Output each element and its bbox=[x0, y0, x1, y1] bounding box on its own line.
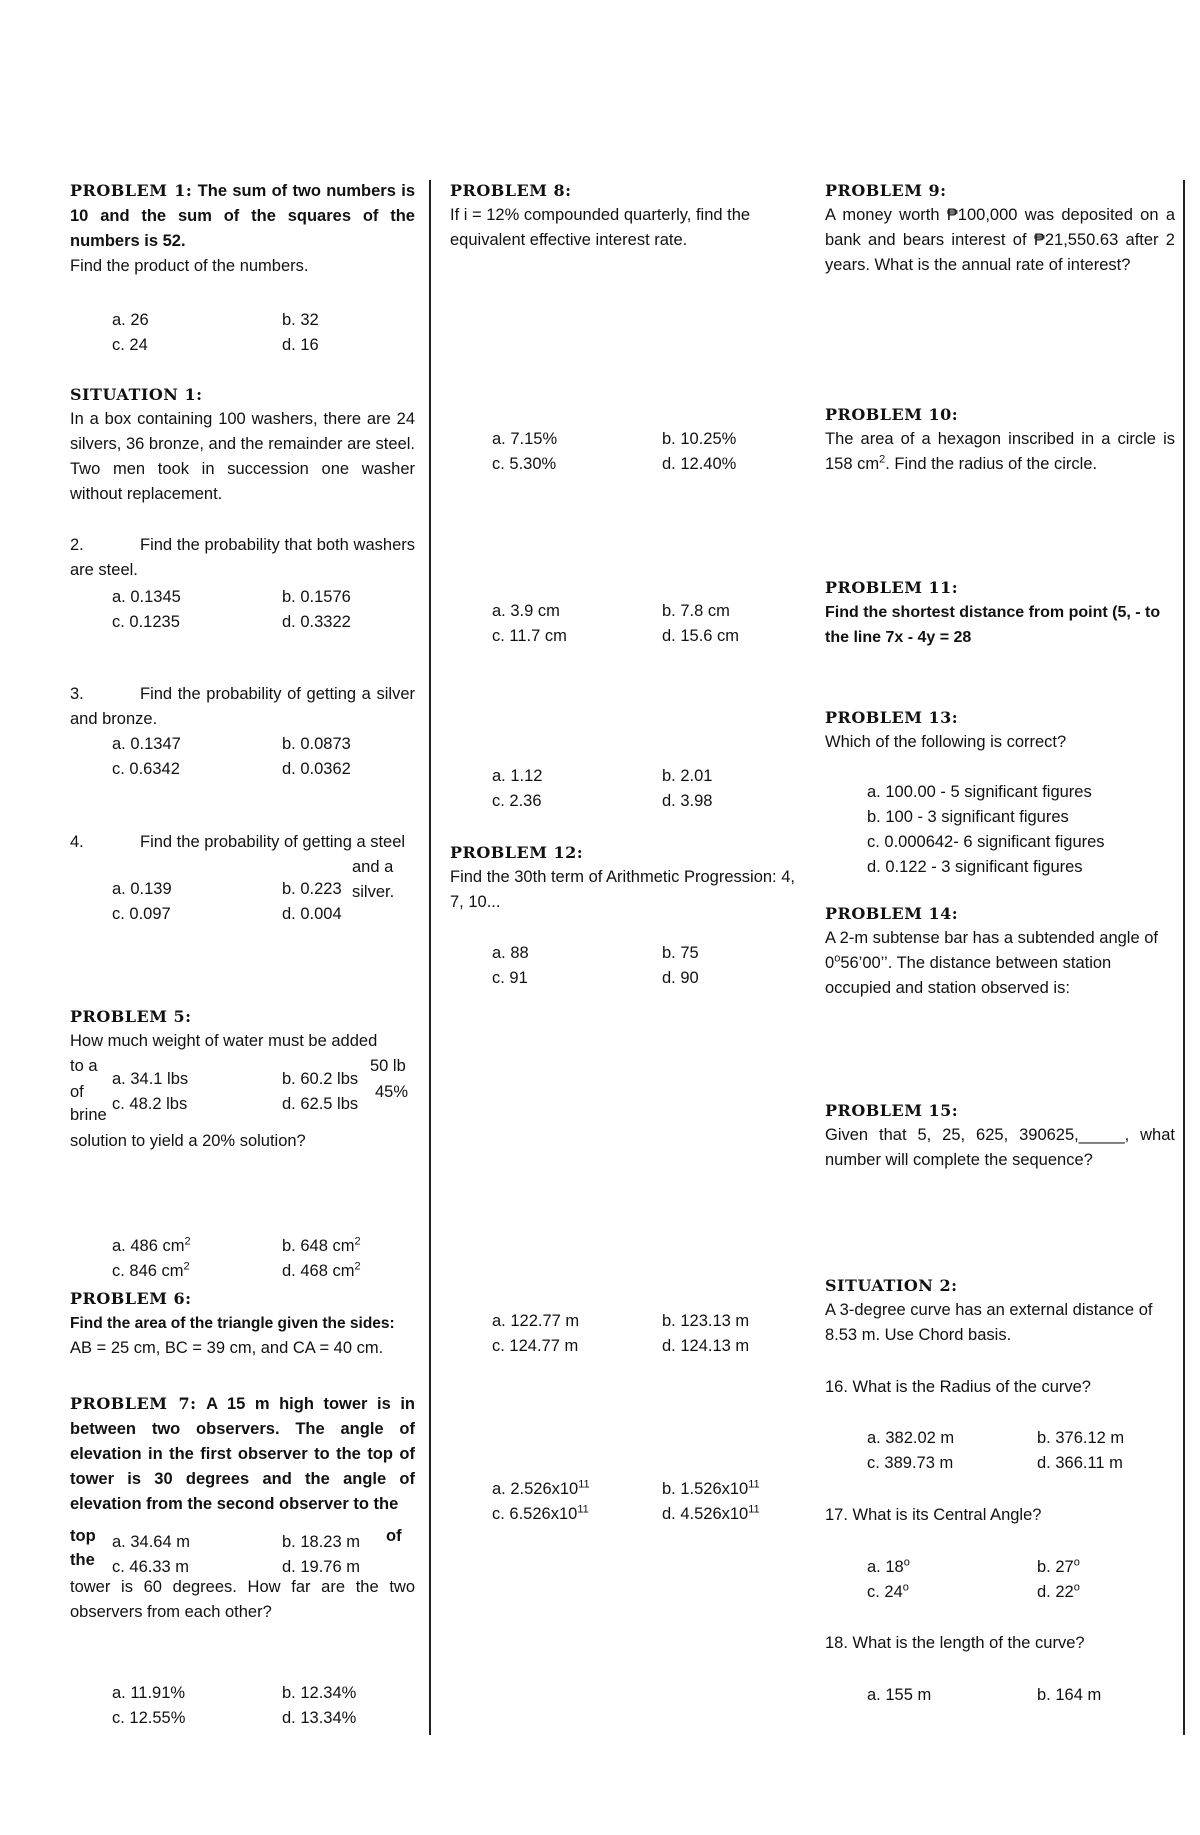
option-a: a. 3.9 cm bbox=[492, 602, 560, 620]
option-a bbox=[867, 1555, 910, 1580]
option-b: b. 18.23 m bbox=[282, 1533, 360, 1551]
option-b: b. 100 - 3 significant figures bbox=[867, 808, 1069, 826]
option-d: d. 0.004 bbox=[282, 905, 342, 923]
question-3-number: 3. bbox=[70, 685, 84, 703]
problem-10 bbox=[825, 402, 1175, 477]
option-d: d. 0.0362 bbox=[282, 760, 351, 778]
problem-13 bbox=[825, 705, 1175, 755]
problem-5 bbox=[70, 1004, 415, 1054]
option-d: d. 0.3322 bbox=[282, 613, 351, 631]
option-b: b. 60.2 lbs bbox=[282, 1070, 359, 1088]
option-c: c. 48.2 lbs bbox=[112, 1095, 188, 1113]
option-c: c. 12.55% bbox=[112, 1709, 186, 1727]
degree-mark: o bbox=[834, 952, 841, 965]
option-b-text: b. 648 cm bbox=[282, 1237, 355, 1255]
question-4-tail-2: silver. bbox=[352, 883, 395, 901]
option-c: c. 2.36 bbox=[492, 792, 542, 810]
squared-mark: 2 bbox=[183, 1260, 190, 1273]
option-a: a. 122.77 m bbox=[492, 1312, 580, 1330]
degree-mark: o bbox=[903, 1556, 910, 1569]
column-divider-left bbox=[429, 180, 431, 1735]
problem-7-fragment-of: of bbox=[386, 1527, 402, 1545]
question-4-number: 4. bbox=[70, 833, 84, 851]
option-d-text: d. 4.526x10 bbox=[662, 1505, 749, 1523]
problem-15-heading: PROBLEM 15: bbox=[825, 1101, 959, 1120]
option-c: c. 0.097 bbox=[112, 905, 171, 923]
option-b-text: b. 1.526x10 bbox=[662, 1480, 749, 1498]
option-a bbox=[112, 1234, 191, 1259]
problem-10-text-end: . Find the radius of the circle. bbox=[885, 455, 1098, 473]
option-c: c. 0.000642- 6 significant figures bbox=[867, 833, 1105, 851]
problem-10-text: The area of a hexagon inscribed in a circle is 158 cm bbox=[825, 430, 1175, 473]
situation-1 bbox=[70, 382, 415, 507]
option-a: a. 7.15% bbox=[492, 430, 558, 448]
situation-1-text: In a box containing 100 washers, there are 24 silvers, 36 bronze, and the remainder are steel. Two men took in succession one washer without replacement. bbox=[70, 410, 415, 503]
option-d bbox=[282, 1259, 361, 1284]
situation-2 bbox=[825, 1273, 1175, 1348]
problem-7-last-lines: tower is 60 degrees. How far are the two observers from each other? bbox=[70, 1578, 415, 1621]
problem-5-heading: PROBLEM 5: bbox=[70, 1007, 192, 1026]
degree-mark: o bbox=[1073, 1581, 1080, 1594]
problem-7-fragment-the: the bbox=[70, 1551, 95, 1569]
problem-1-heading: PROBLEM 1: bbox=[70, 181, 193, 200]
option-a: a. 382.02 m bbox=[867, 1429, 955, 1447]
degree-mark: o bbox=[1073, 1556, 1080, 1569]
problem-14-text-b: 56’00’’. The distance between station occupied and station observed is: bbox=[825, 954, 1112, 997]
problem-13-heading: PROBLEM 13: bbox=[825, 708, 959, 727]
option-a-text: a. 18 bbox=[867, 1558, 904, 1576]
option-d: d. 0.122 - 3 significant figures bbox=[867, 858, 1083, 876]
problem-6-heading: PROBLEM 6: bbox=[70, 1289, 192, 1308]
squared-mark: 2 bbox=[354, 1260, 361, 1273]
option-c: c. 5.30% bbox=[492, 455, 557, 473]
option-d: d. 16 bbox=[282, 336, 319, 354]
option-c: c. 11.7 cm bbox=[492, 627, 567, 645]
problem-12-text: Find the 30th term of Arithmetic Progression: 4, 7, 10... bbox=[450, 868, 795, 911]
problem-14-heading: PROBLEM 14: bbox=[825, 904, 959, 923]
option-c-text: c. 24 bbox=[867, 1583, 903, 1601]
option-b: b. 12.34% bbox=[282, 1684, 357, 1702]
option-a: a. 34.1 lbs bbox=[112, 1070, 189, 1088]
option-b: b. 7.8 cm bbox=[662, 602, 730, 620]
option-d-text: d. 22 bbox=[1037, 1583, 1074, 1601]
option-d: d. 12.40% bbox=[662, 455, 737, 473]
exponent: 11 bbox=[577, 1503, 589, 1516]
problem-14-text-wrap bbox=[825, 926, 1175, 1001]
option-a: a. 100.00 - 5 significant figures bbox=[867, 783, 1092, 801]
option-b: b. 0.1576 bbox=[282, 588, 351, 606]
question-4-tail-1: and a bbox=[352, 858, 394, 876]
problem-5-last-line: solution to yield a 20% solution? bbox=[70, 1132, 306, 1150]
problem-5-fragment-brine: brine bbox=[70, 1106, 107, 1124]
option-c: c. 389.73 m bbox=[867, 1454, 954, 1472]
squared-mark: 2 bbox=[879, 453, 886, 466]
option-b bbox=[1037, 1555, 1080, 1580]
problem-8-heading: PROBLEM 8: bbox=[450, 181, 572, 200]
problem-14 bbox=[825, 901, 1175, 1001]
squared-mark: 2 bbox=[184, 1235, 191, 1248]
problem-8-text: If i = 12% compounded quarterly, find the equivalent effective interest rate. bbox=[450, 206, 751, 249]
option-b: b. 10.25% bbox=[662, 430, 737, 448]
exponent: 11 bbox=[578, 1478, 590, 1491]
problem-5-fragment-50lb: 50 lb bbox=[370, 1057, 406, 1075]
option-a: a. 88 bbox=[492, 944, 529, 962]
question-18: 18. What is the length of the curve? bbox=[825, 1634, 1085, 1652]
option-c-text: c. 846 cm bbox=[112, 1262, 184, 1280]
option-b: b. 0.0873 bbox=[282, 735, 351, 753]
option-a bbox=[492, 1477, 590, 1502]
option-d: d. 124.13 m bbox=[662, 1337, 750, 1355]
option-d: d. 15.6 cm bbox=[662, 627, 740, 645]
option-c bbox=[112, 1259, 190, 1284]
situation-2-text: A 3-degree curve has an external distance of 8.53 m. Use Chord basis. bbox=[825, 1301, 1153, 1344]
option-c: c. 124.77 m bbox=[492, 1337, 579, 1355]
option-a-text: a. 2.526x10 bbox=[492, 1480, 579, 1498]
column-divider-right bbox=[1183, 180, 1185, 1735]
question-2-number: 2. bbox=[70, 536, 84, 554]
option-b: b. 75 bbox=[662, 944, 699, 962]
option-a: a. 34.64 m bbox=[112, 1533, 190, 1551]
option-c: c. 24 bbox=[112, 336, 148, 354]
option-c bbox=[867, 1580, 909, 1605]
problem-5-fragment-to: to a bbox=[70, 1057, 98, 1075]
option-c bbox=[492, 1502, 589, 1527]
option-d: d. 62.5 lbs bbox=[282, 1095, 359, 1113]
option-d: d. 3.98 bbox=[662, 792, 713, 810]
problem-15-text: Given that 5, 25, 625, 390625,_____, what number will complete the sequence? bbox=[825, 1126, 1175, 1169]
question-2 bbox=[70, 533, 415, 583]
option-c: c. 0.6342 bbox=[112, 760, 180, 778]
option-b: b. 123.13 m bbox=[662, 1312, 750, 1330]
option-a-text: a. 486 cm bbox=[112, 1237, 185, 1255]
question-3-text: Find the probability of getting a silver and bronze. bbox=[70, 685, 415, 728]
question-4 bbox=[70, 830, 415, 855]
option-b bbox=[282, 1234, 361, 1259]
question-3 bbox=[70, 682, 415, 732]
problem-7-text: A 15 m high tower is in between two observers. The angle of elevation in the first observer to the top of tower is 30 degrees and the angle of elevation from the second observer to the bbox=[70, 1395, 415, 1513]
exponent: 11 bbox=[748, 1503, 760, 1516]
problem-13-text: Which of the following is correct? bbox=[825, 733, 1067, 751]
problem-7-heading: PROBLEM 7: bbox=[70, 1394, 197, 1413]
problem-9-heading: PROBLEM 9: bbox=[825, 181, 947, 200]
option-b: b. 164 m bbox=[1037, 1686, 1102, 1704]
option-a: a. 26 bbox=[112, 311, 149, 329]
option-b: b. 376.12 m bbox=[1037, 1429, 1125, 1447]
situation-1-heading: SITUATION 1: bbox=[70, 385, 203, 404]
problem-8 bbox=[450, 178, 795, 253]
squared-mark: 2 bbox=[354, 1235, 361, 1248]
problem-15 bbox=[825, 1098, 1175, 1173]
problem-11-heading: PROBLEM 11: bbox=[825, 578, 959, 597]
option-c: c. 91 bbox=[492, 969, 528, 987]
option-a: a. 0.139 bbox=[112, 880, 172, 898]
option-d: d. 19.76 m bbox=[282, 1558, 360, 1576]
problem-1-text: The sum of two numbers is 10 and the sum of the squares of the numbers is 52. bbox=[70, 182, 416, 250]
problem-11 bbox=[825, 575, 1175, 650]
option-d bbox=[1037, 1580, 1080, 1605]
option-d bbox=[662, 1502, 760, 1527]
option-c: c. 0.1235 bbox=[112, 613, 180, 631]
option-b: b. 32 bbox=[282, 311, 319, 329]
option-b: b. 2.01 bbox=[662, 767, 713, 785]
problem-1 bbox=[70, 178, 415, 279]
problem-6-text-2: AB = 25 cm, BC = 39 cm, and CA = 40 cm. bbox=[70, 1339, 384, 1357]
problem-12-heading: PROBLEM 12: bbox=[450, 843, 584, 862]
problem-10-heading: PROBLEM 10: bbox=[825, 405, 959, 424]
problem-1-question: Find the product of the numbers. bbox=[70, 257, 309, 275]
problem-11-text: Find the shortest distance from point (5, - to the line 7x - 4y = 28 bbox=[825, 604, 1161, 646]
question-17: 17. What is its Central Angle? bbox=[825, 1506, 1042, 1524]
option-d: d. 13.34% bbox=[282, 1709, 357, 1727]
option-b: b. 0.223 bbox=[282, 880, 342, 898]
option-d: d. 90 bbox=[662, 969, 699, 987]
question-2-text: Find the probability that both washers are steel. bbox=[70, 536, 415, 579]
option-b bbox=[662, 1477, 760, 1502]
problem-5-line-1: How much weight of water must be added bbox=[70, 1032, 378, 1050]
situation-2-heading: SITUATION 2: bbox=[825, 1276, 958, 1295]
option-a: a. 0.1347 bbox=[112, 735, 181, 753]
option-c: c. 46.33 m bbox=[112, 1558, 190, 1576]
problem-14-text-a: A 2-m subtense bar has a subtended angle of 0 bbox=[825, 929, 1158, 972]
option-a: a. 0.1345 bbox=[112, 588, 181, 606]
problem-5-fragment-of: of bbox=[70, 1083, 84, 1101]
problem-5-fragment-45: 45% bbox=[375, 1083, 409, 1101]
option-a: a. 155 m bbox=[867, 1686, 932, 1704]
option-d: d. 366.11 m bbox=[1037, 1454, 1123, 1472]
option-c-text: c. 6.526x10 bbox=[492, 1505, 578, 1523]
problem-6 bbox=[70, 1286, 415, 1361]
problem-6-text-1: Find the area of the triangle given the sides: bbox=[70, 1315, 395, 1332]
degree-mark: o bbox=[902, 1581, 909, 1594]
option-d-text: d. 468 cm bbox=[282, 1262, 355, 1280]
problem-7-fragment-top: top bbox=[70, 1527, 96, 1545]
problem-9-text: A money worth ₱100,000 was deposited on a bank and bears interest of ₱21,550.63 after 2 years. What is the annual rate of interest? bbox=[825, 206, 1175, 274]
problem-12 bbox=[450, 840, 795, 915]
option-a: a. 11.91% bbox=[112, 1684, 186, 1702]
question-4-text: Find the probability of getting a steel bbox=[140, 833, 406, 851]
problem-7 bbox=[70, 1391, 415, 1517]
problem-9 bbox=[825, 178, 1175, 278]
problem-10-text-wrap bbox=[825, 427, 1175, 477]
question-16: 16. What is the Radius of the curve? bbox=[825, 1378, 1091, 1396]
option-a: a. 1.12 bbox=[492, 767, 543, 785]
option-b-text: b. 27 bbox=[1037, 1558, 1074, 1576]
exponent: 11 bbox=[748, 1478, 760, 1491]
